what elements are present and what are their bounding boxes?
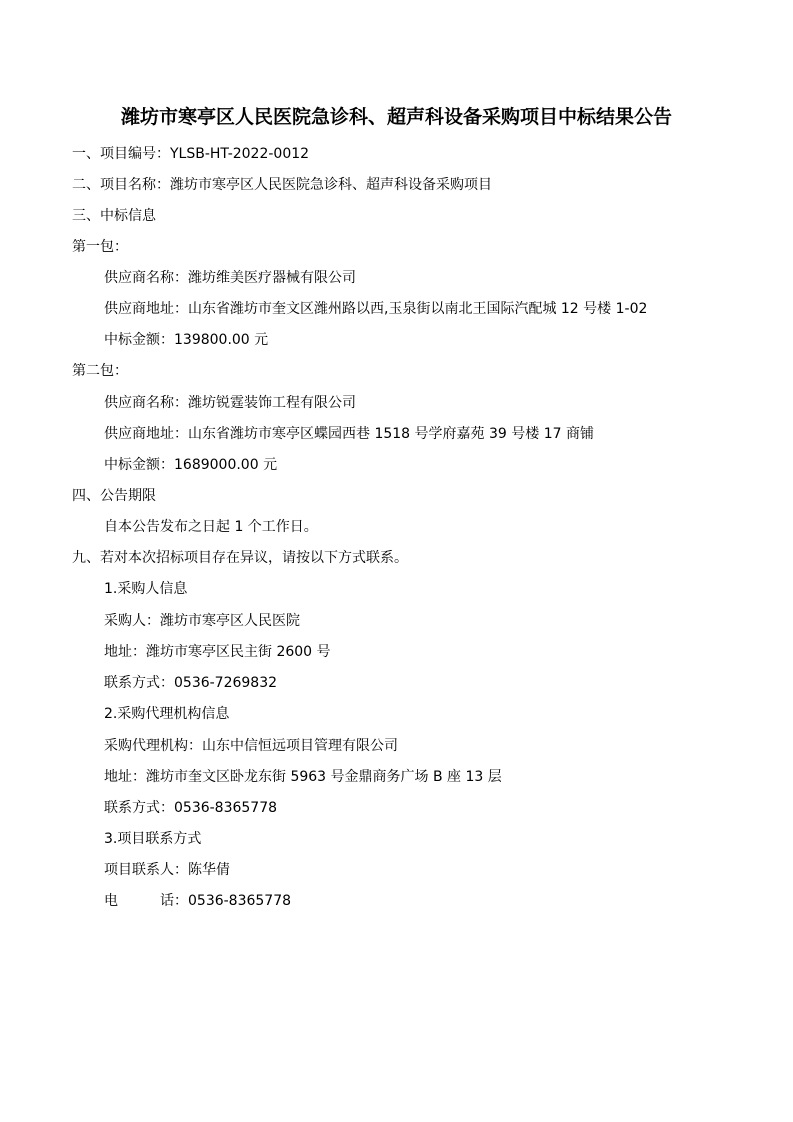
lot2-address: 供应商地址：山东省潍坊市寒亭区蝶园西巷 1518 号学府嘉苑 39 号楼 17 商铺 [104,426,594,442]
notice-period-text: 自本公告发布之日起 1 个工作日。 [104,519,318,535]
notice-period-heading: 四、公告期限 [72,488,156,504]
phone-label-part-b: 话： [160,893,188,909]
purchaser-name: 采购人：潍坊市寒亭区人民医院 [104,613,300,629]
project-contact-person: 项目联系人：陈华倩 [104,862,230,878]
lot1-amount: 中标金额：139800.00 元 [104,332,269,348]
page-title: 潍坊市寒亭区人民医院急诊科、超声科设备采购项目中标结果公告 [120,106,672,128]
agency-address: 地址：潍坊市奎文区卧龙东街 5963 号金鼎商务广场 B 座 13 层 [104,769,502,785]
lot2-amount: 中标金额：1689000.00 元 [104,457,278,473]
lot1-supplier: 供应商名称：潍坊维美医疗器械有限公司 [104,270,356,286]
agency-name: 采购代理机构：山东中信恒远项目管理有限公司 [104,738,398,754]
purchaser-heading: 1.采购人信息 [104,581,188,597]
project-contact-phone [104,889,291,913]
agency-contact: 联系方式：0536-8365778 [104,800,278,816]
objection-heading: 九、若对本次招标项目存在异议，请按以下方式联系。 [72,550,408,566]
purchaser-address: 地址：潍坊市寒亭区民主街 2600 号 [104,644,331,660]
purchaser-contact: 联系方式：0536-7269832 [104,675,278,691]
lot2-heading: 第二包： [72,363,128,379]
phone-value: 0536-8365778 [188,893,292,909]
lot1-heading: 第一包： [72,239,128,255]
lot1-address: 供应商地址：山东省潍坊市奎文区潍州路以西,玉泉街以南北王国际汽配城 12 号楼 1-02 [104,301,648,317]
agency-heading: 2.采购代理机构信息 [104,706,230,722]
award-info-heading: 三、中标信息 [72,208,156,224]
phone-label-part-a: 电 [104,893,118,909]
lot2-supplier: 供应商名称：潍坊锐霆装饰工程有限公司 [104,395,356,411]
project-contact-heading: 3.项目联系方式 [104,831,202,847]
project-number: 一、项目编号：YLSB-HT-2022-0012 [72,146,310,162]
project-name: 二、项目名称：潍坊市寒亭区人民医院急诊科、超声科设备采购项目 [72,177,492,193]
